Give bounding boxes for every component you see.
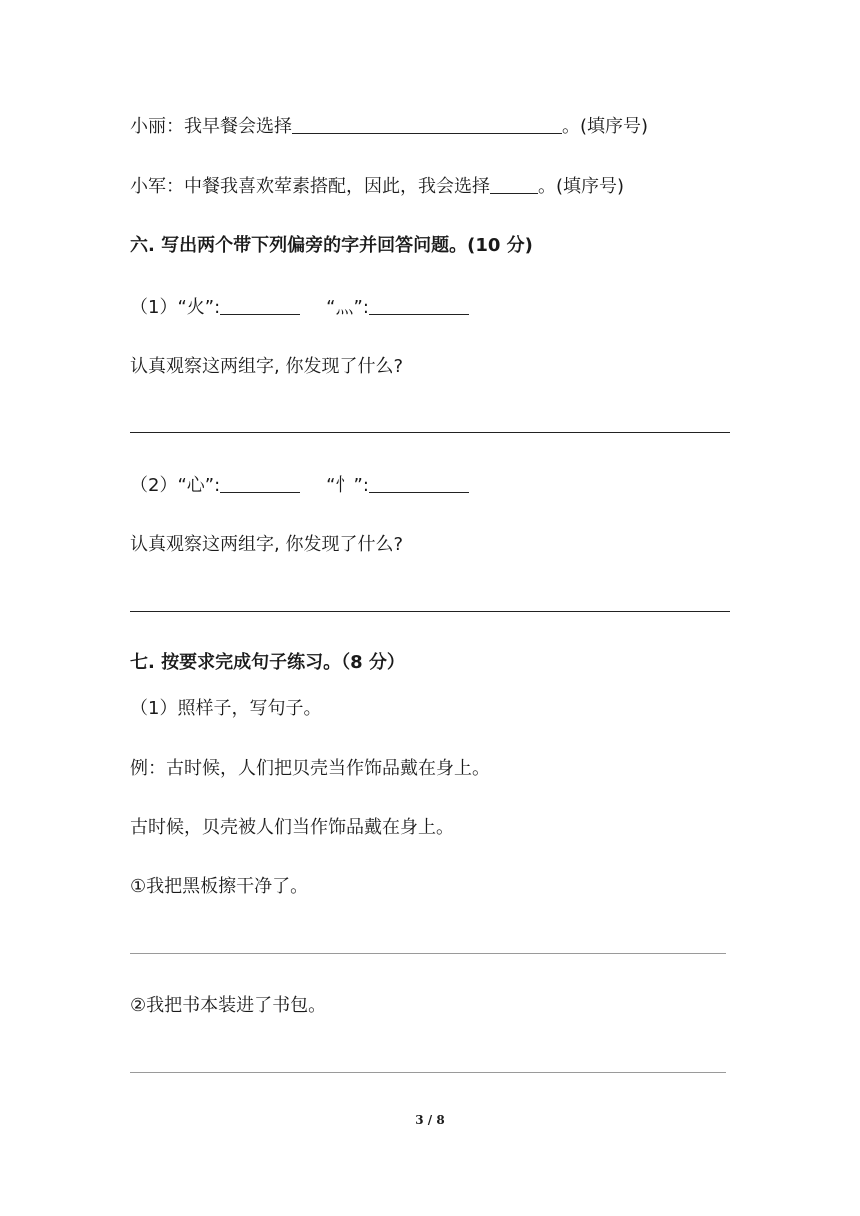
q7-sub1: （1）照样子，写句子。 [130,698,322,719]
q6-item2-blank2[interactable] [369,474,469,493]
xiaoli-blank[interactable] [292,115,562,134]
q6-item1-blank[interactable] [220,296,300,315]
xiaoli-line [130,115,648,139]
xiaojun-suffix: 。(填序号) [538,176,625,197]
q6-item2-answer-line[interactable] [130,611,730,612]
q6-item2-label: （2）“心”: [130,475,221,496]
xiaojun-blank[interactable] [490,175,538,194]
q7-sentence-1: ①我把黑板擦干净了。 [130,876,309,897]
q6-item2 [130,474,469,498]
q6-item1 [130,296,469,320]
q6-item1-answer-line[interactable] [130,432,730,433]
q7-example: 例：古时候，人们把贝壳当作饰品戴在身上。 [130,758,490,779]
q6-item1-prompt: 认真观察这两组字, 你发现了什么? [130,356,403,377]
q7-s1-answer-line[interactable] [130,953,726,954]
q6-item2-label2: “忄”: [326,475,369,496]
q7-sentence-2: ②我把书本装进了书包。 [130,995,327,1016]
q7-title: 七. 按要求完成句子练习。（8 分） [130,652,405,673]
xiaoli-suffix: 。(填序号) [562,116,649,137]
q6-item2-prompt: 认真观察这两组字, 你发现了什么? [130,534,403,555]
xiaojun-line [130,175,624,199]
q6-item2-blank[interactable] [220,474,300,493]
q6-item1-label: （1）“火”: [130,297,221,318]
xiaoli-prefix: 小丽：我早餐会选择 [130,116,292,137]
xiaojun-prefix: 小军：中餐我喜欢荤素搭配，因此，我会选择 [130,176,490,197]
page-number: 3 / 8 [415,1113,445,1127]
q7-example-result: 古时候，贝壳被人们当作饰品戴在身上。 [130,817,454,838]
q7-s2-answer-line[interactable] [130,1072,726,1073]
q6-item1-label2: “灬”: [326,297,369,318]
q6-item1-blank2[interactable] [369,296,469,315]
q6-title: 六. 写出两个带下列偏旁的字并回答问题。(10 分) [130,235,533,256]
